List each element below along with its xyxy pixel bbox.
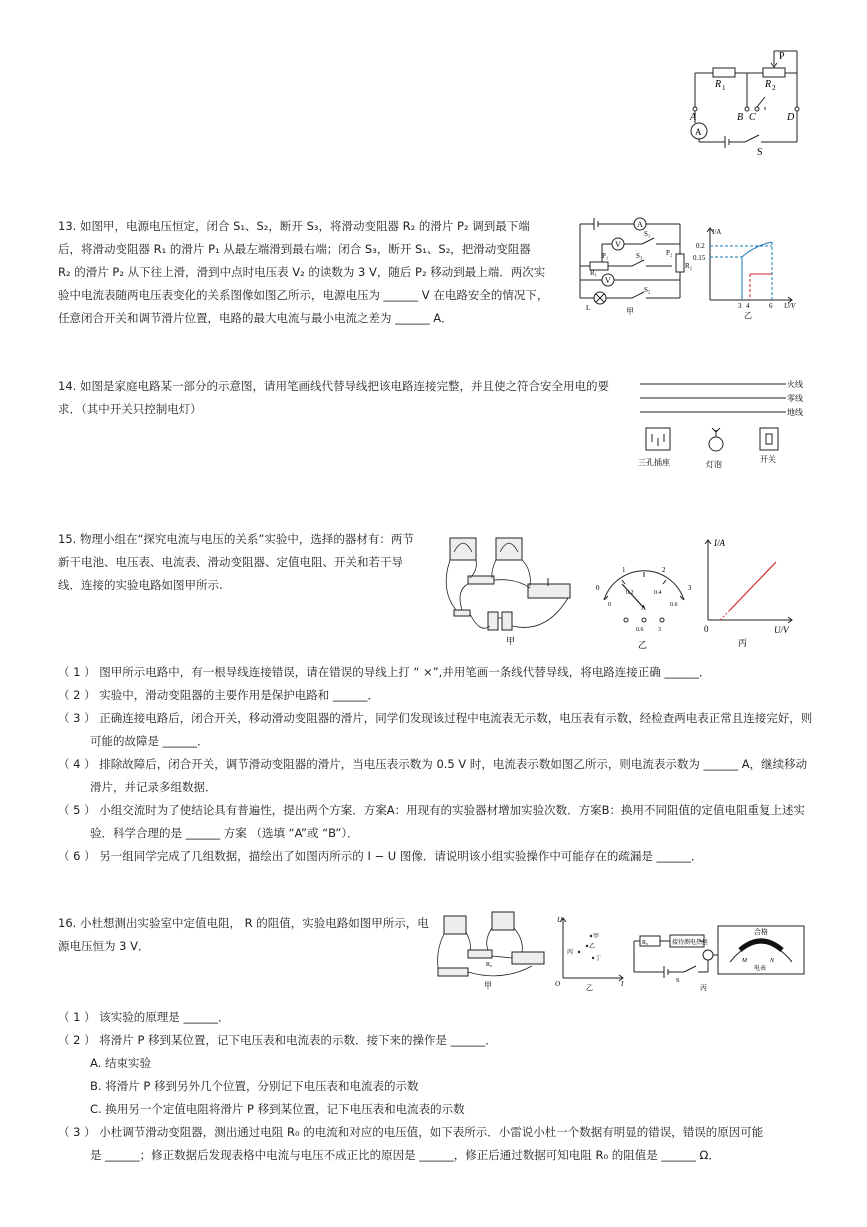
- svg-text:甲: 甲: [626, 307, 634, 316]
- svg-text:丁: 丁: [595, 955, 602, 962]
- q16-option-c: C. 换用另一个定值电阻将滑片 P 移到某位置，记下电压表和电流表的示数: [90, 1102, 465, 1116]
- svg-text:乙: 乙: [638, 641, 648, 651]
- q16-ui-graph: [553, 912, 628, 992]
- q15-item-2: （ 2 ） 实验中，滑动变阻器的主要作用是保护电路和 ______．: [58, 688, 379, 702]
- svg-text:I: I: [621, 980, 624, 988]
- svg-text:U/V: U/V: [774, 625, 789, 635]
- device-socket: 三孔插座: [638, 458, 670, 467]
- wire-ground: 地线: [787, 408, 803, 417]
- q15-item-5: （ 5 ） 小组交流时为了使结论具有普遍性，提出两个方案．方案A：用现有的实验器材增加实验次数．方案B：换用不同阻值的定值电阻重复上述实: [58, 803, 806, 817]
- svg-text:甲: 甲: [484, 981, 492, 990]
- svg-text:乙: 乙: [589, 943, 596, 950]
- q14-line-2: 求．（其中开关只控制电灯）: [58, 402, 202, 416]
- svg-text:2: 2: [772, 84, 776, 92]
- svg-text:甲: 甲: [593, 933, 600, 940]
- q16-option-b: B. 将滑片 P 移到另外几个位置，分别记下电压表和电流表的示数: [90, 1079, 419, 1093]
- svg-text:R₀: R₀: [642, 940, 649, 946]
- svg-text:0.2: 0.2: [696, 242, 705, 250]
- q15-item-4: （ 4 ） 排除故障后，闭合开关，调节滑动变阻器的滑片，当电压表示数为 0.5 V 时，电流表示数如图乙所示，则电流表示数为 ______ A，继续移动: [58, 757, 808, 771]
- svg-text:0.2: 0.2: [626, 590, 634, 596]
- wire-neutral: 零线: [787, 394, 803, 403]
- svg-text:S₂: S₂: [644, 286, 651, 294]
- q15-iu-graph: [700, 532, 800, 650]
- svg-text:C: C: [749, 112, 756, 123]
- svg-text:I/A: I/A: [712, 228, 722, 236]
- svg-text:S: S: [757, 147, 763, 157]
- svg-text:乙: 乙: [744, 311, 752, 320]
- wire-live: 火线: [787, 380, 803, 389]
- svg-text:O: O: [555, 980, 561, 988]
- q13-line-3: R₂ 的滑片 P₂ 从下往上滑，滑到中点时电压表 V₂ 的读数为 3 V，随后 P₂ 移动到最上端．两次实: [58, 265, 546, 279]
- q16-item-1: （ 1 ） 该实验的原理是 ______．: [58, 1010, 230, 1024]
- svg-text:V: V: [615, 240, 621, 249]
- label-r1: R: [715, 79, 722, 90]
- q16-meter-figure: [630, 914, 810, 992]
- q15-item-3: （ 3 ） 正确连接电路后，闭合开关，移动滑动变阻器的滑片，同学们发现该过程中电流表无示数，电压表有示数，经检查两电表正常且连接完好，则: [58, 711, 813, 725]
- svg-text:A: A: [637, 220, 643, 229]
- q16-line-2: 源电压恒为 3 V．: [58, 939, 150, 953]
- svg-text:0: 0: [704, 624, 709, 634]
- svg-text:A: A: [690, 112, 697, 123]
- svg-text:P: P: [779, 51, 785, 62]
- svg-text:接待测电热丝: 接待测电热丝: [672, 939, 709, 946]
- svg-text:D: D: [787, 112, 795, 123]
- q15-item-1: （ 1 ） 图甲所示电路中，有一根导线连接错误，请在错误的导线上打 “ ×”,并用笔画一条线代替导线，将电路连接正确 ______．: [58, 665, 711, 679]
- q13-graph: [692, 222, 802, 322]
- svg-text:0: 0: [608, 602, 611, 608]
- q16-option-a: A. 结束实验: [90, 1056, 151, 1070]
- q13-circuit-figure: [572, 210, 692, 322]
- svg-text:P₂: P₂: [666, 249, 673, 257]
- svg-text:丙: 丙: [567, 949, 574, 956]
- svg-text:S₁: S₁: [644, 230, 651, 238]
- svg-text:0.6: 0.6: [636, 627, 644, 633]
- svg-text:3: 3: [658, 627, 661, 633]
- svg-text:0: 0: [596, 584, 600, 592]
- svg-text:S₃: S₃: [636, 252, 643, 260]
- q13-line-2: 后，将滑动变阻器 R₁ 的滑片 P₁ 从最左端滑到最右端；闭合 S₃，断开 S₁、S₂，把滑动变阻器: [58, 242, 531, 256]
- q13-line-1: 13. 如图甲，电源电压恒定，闭合 S₁、S₂，断开 S₃，将滑动变阻器 R₂ 的滑片 P₂ 调到最下端: [58, 219, 530, 233]
- device-switch: 开关: [760, 455, 776, 464]
- svg-text:电表: 电表: [754, 965, 767, 972]
- svg-text:0.6: 0.6: [670, 602, 678, 608]
- q16-item-2: （ 2 ） 将滑片 P 移到某位置，记下电压表和电流表的示数．接下来的操作是 ______．: [58, 1033, 497, 1047]
- svg-text:3: 3: [738, 302, 742, 310]
- svg-text:4: 4: [746, 302, 750, 310]
- svg-text:U/V: U/V: [784, 302, 796, 310]
- svg-text:3: 3: [688, 584, 692, 592]
- q16-item-3-cont: 是 ______；修正数据后发现表格中电流与电压不成正比的原因是 ______，修正后通过数据可知电阻 R₀ 的阻值是 ______ Ω．: [90, 1148, 720, 1162]
- q13-line-4: 验中电流表随两电压表变化的关系图像如图乙所示，电源电压为 ______ V 在电路安全的情况下，: [58, 288, 549, 302]
- top-circuit-figure: [685, 45, 810, 157]
- svg-text:R₀: R₀: [486, 962, 493, 968]
- q15-ammeter-figure: [592, 560, 697, 652]
- svg-text:N: N: [770, 958, 775, 964]
- svg-text:合格: 合格: [754, 928, 768, 936]
- svg-text:丙: 丙: [738, 639, 748, 649]
- q15-line-1: 15. 物理小组在“探究电流与电压的关系”实验中，选择的器材有：两节: [58, 532, 414, 546]
- q15-item-3-cont: 可能的故障是 ______．: [90, 734, 209, 748]
- q13-line-5: 任意闭合开关和调节滑片位置，电路的最大电流与最小电流之差为 ______ A．: [58, 311, 453, 325]
- svg-text:0.4: 0.4: [654, 590, 662, 596]
- svg-text:U: U: [557, 916, 563, 924]
- q15-apparatus-figure: [436, 530, 586, 650]
- svg-text:R₁: R₁: [590, 269, 598, 277]
- svg-text:1: 1: [622, 566, 626, 574]
- svg-text:2: 2: [662, 566, 666, 574]
- svg-text:R: R: [765, 79, 772, 90]
- q16-line-1: 16. 小杜想测出实验室中定值电阻， R 的阻值，实验电路如图甲所示，电: [58, 916, 429, 930]
- svg-text:V: V: [605, 276, 611, 285]
- q14-household-circuit: [630, 372, 810, 472]
- q15-line-3: 线．连接的实验电路如图甲所示.: [58, 578, 223, 592]
- svg-text:R₂: R₂: [685, 262, 692, 270]
- q14-line-1: 14. 如图是家庭电路某一部分的示意图，请用笔画线代替导线把该电路连接完整，并且使之符合安全用电的要: [58, 379, 609, 393]
- svg-text:L: L: [586, 304, 591, 312]
- svg-text:I/A: I/A: [714, 538, 725, 548]
- svg-text:乙: 乙: [586, 984, 593, 992]
- svg-text:A: A: [641, 604, 647, 612]
- q15-item-6: （ 6 ） 另一组同学完成了几组数据，描绘出了如图丙所示的 I − U 图像．请说明该小组实验操作中可能存在的疏漏是 ______．: [58, 849, 703, 863]
- svg-text:甲: 甲: [506, 637, 516, 647]
- svg-text:丙: 丙: [700, 984, 707, 992]
- svg-text:B: B: [737, 112, 744, 123]
- svg-text:0.15: 0.15: [693, 254, 706, 262]
- q15-item-4-cont: 滑片，并记录多组数据．: [90, 780, 217, 794]
- svg-text:A: A: [695, 127, 702, 137]
- svg-text:1: 1: [722, 84, 726, 92]
- q16-apparatus-figure: [432, 910, 550, 992]
- svg-text:S: S: [676, 978, 680, 984]
- svg-text:M: M: [742, 958, 747, 964]
- q15-item-5-cont: 验．科学合理的是 ______ 方案 （选填 “A”或 “B”）．: [90, 826, 359, 840]
- svg-text:P₁: P₁: [602, 252, 609, 260]
- svg-text:6: 6: [769, 302, 773, 310]
- q16-item-3: （ 3 ） 小杜调节滑动变阻器，测出通过电阻 R₀ 的电流和对应的电压值，如下表所示．小雷说小杜一个数据有明显的错误，错误的原因可能: [58, 1125, 764, 1139]
- q15-line-2: 新干电池、电压表、电流表、滑动变阻器、定值电阻、开关和若干导: [58, 555, 403, 569]
- device-bulb: 灯泡: [706, 460, 722, 469]
